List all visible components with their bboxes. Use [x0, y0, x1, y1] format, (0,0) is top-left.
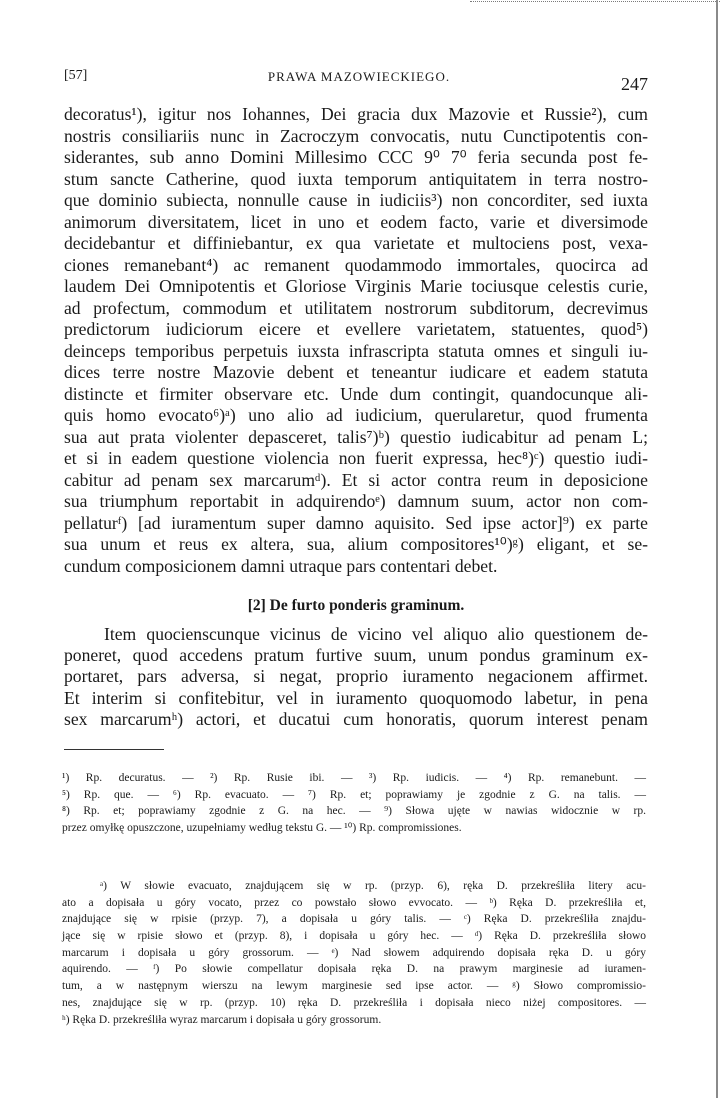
footnote-line: przez omyłkę opuszczone, uzupełniamy według tekstu G. — ¹⁰) Rp. compromissiones. — [62, 822, 462, 835]
text-line: poneret, quod accedens pratum furtive suum, unum pondus graminum ex- — [64, 645, 648, 666]
text-line: cundum composicionem damni utraque pars contentari debet. — [64, 555, 498, 576]
footnote-line: ʰ) Ręka D. przekreśliła wyraz marcarum i dopisała u góry grossorum. — [62, 1013, 382, 1026]
numbered-footnotes — [62, 770, 646, 837]
text-line: ad profectum, commodum et utilitatem nostrorum subditorum, decrevimus — [64, 297, 648, 318]
text-line: Et interim si confitebitur, vel in iuramento quoquomodo labetur, in pena — [64, 687, 648, 708]
text-line: sex marcarumʰ) actori, et ducatui cum honoratis, quorum interest penam — [64, 708, 648, 729]
footnote-line: ⁸) Rp. et; poprawiamy zgodnie z G. na hec. — ⁹) Słowa ujęte w nawias widocznie w rp. — [62, 805, 646, 818]
footnote-line: ᵃ) W słowie evacuato, znajdującem się w rp. (przyp. 6), ręka D. przekreśliła litery acu- — [100, 880, 646, 892]
page-number: 247 — [621, 74, 648, 94]
text-line: dices terre nostre Mazovie debent et teneantur iudicare et eadem statuta — [64, 362, 648, 382]
running-header — [62, 68, 656, 94]
footnote-line: ato a dopisała u góry vocato, przez co powstało słowo evvocato. — ᵇ) Ręka D. przekreśliła et, — [62, 896, 646, 909]
text-line: animorum diversitatem, licet in uno et eodem facto, varie et diversimode — [64, 211, 648, 232]
footnote-line: marcarum i dopisała u góry grossorum. — ᵉ) Nad słowem adquirendo dopisała ręka D. u góry — [62, 946, 646, 959]
text-line: deinceps temporibus perpetuis iuxsta infrascripta statuta omnes et singuli iu- — [64, 340, 648, 361]
text-line: sua unum et reus ex altera, sua, alium compositores¹⁰)ᵍ) eligant, et se- — [64, 534, 648, 554]
running-title: PRAWA MAZOWIECKIEGO. — [267, 69, 451, 84]
footnote-rule — [64, 749, 164, 750]
main-text — [64, 104, 648, 577]
text-line: laudem Dei Omnipotentis et Gloriose Virginis Marie tociusque celestis curie, — [64, 276, 648, 296]
footnote-line: jące się w rpisie słowo et (przyp. 8), i dopisała u góry hec. — ᵈ) Ręka D. przekreśliła słowo — [62, 930, 646, 943]
text-line: sua aut prata violenter depasceret, talis⁷)ᵇ) questio iudicabitur ad penam L; — [64, 426, 648, 447]
text-line: stum sancte Catherine, quod iuxta temporum antiquitatem in terra nostro- — [64, 168, 648, 189]
text-line: et si in eadem questione violencia non fuerit expressa, hec⁸)ᶜ) questio iudi- — [64, 448, 648, 468]
text-line: que dominio subiecta, nonnulle cause in iudiciis³) non concorditer, sed iuxta — [64, 190, 648, 210]
lettered-footnotes — [62, 878, 646, 1028]
right-scan-edge — [716, 0, 718, 1098]
text-line: distincte et firmiter observare etc. Unde dum contingit, quandocunque ali- — [64, 383, 648, 404]
section-heading: [2] De furto ponderis graminum. — [247, 597, 465, 614]
footnote-line: aquirendo. — ᶠ) Po słowie compellatur dopisała ręka D. na prawym marginesie ad iuramen- — [62, 963, 646, 976]
footnote-line: ¹) Rp. decuratus. — ²) Rp. Rusie ibi. — ³) Rp. iudicis. — ⁴) Rp. remanebunt. — — [62, 772, 646, 784]
top-edge-dotted-line — [470, 1, 720, 2]
text-line: decoratus¹), igitur nos Iohannes, Dei gracia dux Mazovie et Russie²), cum — [64, 104, 648, 124]
text-line: decidebantur et diffiniebantur, ex qua varietate et multociens post, vexa- — [64, 233, 648, 253]
section-text — [64, 624, 648, 730]
text-line: portaret, pars adversa, si negat, proprio iuramento negacionem affirmet. — [64, 666, 648, 687]
text-line: nostris consiliariis nunc in Zacroczym convocatis, nutu Cunctipotentis con- — [64, 125, 648, 146]
text-line: predictorum iudiciorum eicere et evellere varietatem, statuentes, quod⁵) — [64, 319, 648, 339]
text-line: cabitur ad penam sex marcarumᵈ). Et si actor contra reum in deposicione — [64, 469, 648, 490]
text-line: pellaturᶠ) [ad iuramentum super damno aquisito. Sed ipse actor]⁹) ex parte — [64, 512, 648, 533]
text-line: ciones remanebant⁴) ac remanent quodammodo immortales, quocirca ad — [64, 254, 648, 275]
text-line: Item quocienscunque vicinus de vicino vel aliquo alio questionem de- — [104, 624, 648, 644]
text-line: siderantes, sub anno Domini Millesimo CCC 9⁰ 7⁰ feria secunda post fe- — [64, 147, 648, 167]
footnote-line: znajdujące się w rpisie (przyp. 7), a dopisała u góry talis. — ᶜ) Ręka D. przekreśliła znajdu- — [62, 913, 646, 926]
section-number: [57] — [64, 68, 88, 83]
text-line: sua triumphum reportabit in adquirendoᵉ) damnum suum, actor non com- — [64, 491, 648, 511]
text-line: quis homo evocato⁶)ᵃ) uno alio ad iudicium, querularetur, quod frumenta — [64, 405, 648, 425]
footnote-line: tum, a w następnym wierszu na lewym marginesie sed ipse actor. — ᵍ) Słowo compromissio- — [62, 980, 646, 993]
footnote-line: ⁵) Rp. que. — ⁶) Rp. evacuato. — ⁷) Rp. et; poprawiamy je zgodnie z G. na talis. — — [62, 788, 646, 801]
footnote-line: nes, znajdujące się w rp. (przyp. 10) ręka D. przekreśliła i dopisała nieco niżej compositores. — — [62, 996, 646, 1009]
